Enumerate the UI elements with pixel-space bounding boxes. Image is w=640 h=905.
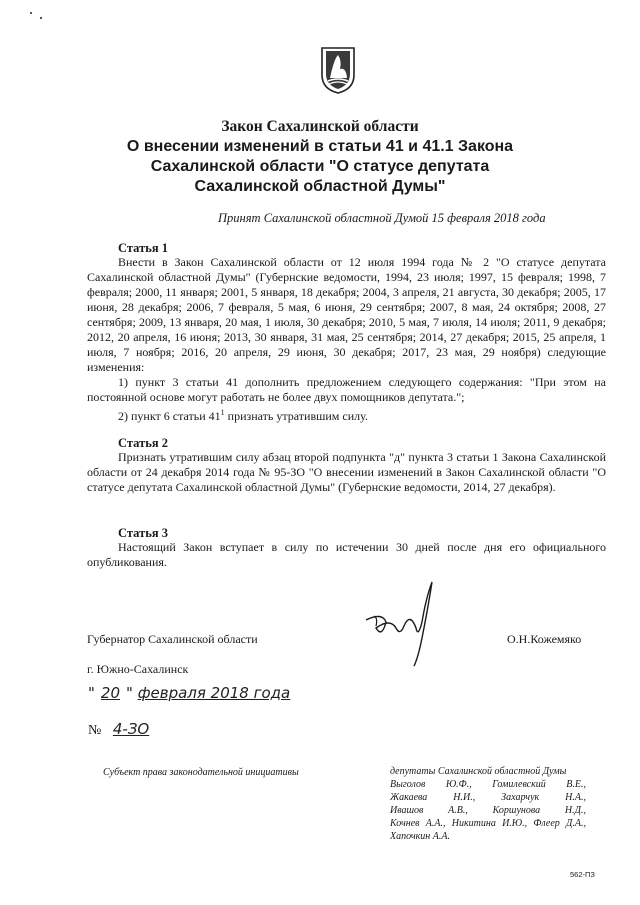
deputies-row: Жакаева Н.И., Захарчук Н.А.,	[390, 792, 586, 803]
initiative-label: Субъект права законодательной инициативы	[103, 767, 299, 778]
article-3-text: Настоящий Закон вступает в силу по истечении 30 дней после дня его официального опубликования.	[87, 540, 606, 569]
date-quote: "	[88, 684, 95, 702]
article-2-text: Признать утратившим силу абзац второй подпункта "д" пункта 3 статьи 1 Закона Сахалинской области от 24 декабря 2014 года № 95-ЗО "О внесении изменений в Закон Сахалинской области "О статусе депутата Сахалинской областной Думы" (Губернские ведомости, 2014, 27 декабря).	[87, 450, 606, 494]
scan-speck	[30, 12, 32, 14]
number-value: 4-ЗО	[112, 720, 150, 738]
date-month-year: февраля 2018 года	[137, 684, 291, 702]
item-2-text-end: признать утратившим силу.	[224, 409, 368, 423]
article-2-heading: Статья 2	[118, 436, 168, 450]
governor-title: Губернатор Сахалинской области	[87, 632, 258, 646]
deputies-row: Кочнев А.А., Никитина И.Ю., Флеер Д.А.,	[390, 818, 586, 829]
deputies-row: Выголов Ю.Ф., Гомилевский В.Е.,	[390, 779, 586, 790]
law-subject-line: Сахалинской областной Думы"	[194, 178, 446, 195]
item-2-superscript: 1	[220, 408, 225, 417]
deputies-row: Ивашов А.В., Коршунова Н.Д.,	[390, 805, 586, 816]
law-subject	[0, 137, 640, 197]
article-3-heading: Статья 3	[118, 526, 168, 540]
item-2-text: 2) пункт 6 статьи 41	[118, 409, 221, 423]
coat-of-arms-icon	[318, 45, 358, 95]
handwritten-date	[88, 684, 290, 702]
accepted-note: Принят Сахалинской областной Думой 15 февраля 2018 года	[218, 211, 546, 225]
deputies-row: Хапочкин А.А.	[390, 831, 450, 842]
date-quote: "	[126, 684, 133, 702]
number-sign: №	[88, 723, 102, 738]
handwritten-signature	[360, 578, 450, 668]
law-subject-line: Сахалинской области "О статусе депутата	[150, 158, 490, 175]
article-1-heading: Статья 1	[118, 241, 168, 255]
document-code: 562-ПЗ	[570, 870, 595, 879]
city: г. Южно-Сахалинск	[87, 662, 189, 676]
law-number	[88, 720, 149, 739]
law-subject-line: О внесении изменений в статьи 41 и 41.1 Закона	[126, 138, 514, 155]
article-1-intro: Внести в Закон Сахалинской области от 12 июля 1994 года № 2 "О статусе депутата Сахалинской областной Думы" (Губернские ведомости, 1994, 23 июля; 1997, 15 февраля; 1998, 7 февраля; 2000, 11 января; 2001, 5 января, 18 декабря; 2004, 3 апреля, 21 августа, 30 декабря; 2005, 17 июня, 28 декабря; 2006, 7 февраля, 5 мая, 6 июня, 29 сентября; 2007, 8 мая, 24 октября; 2008, 27 сентября; 2009, 13 января, 20 мая, 1 июля, 30 декабря; 2010, 5 мая, 7 июля, 14 июля; 2011, 9 декабря; 2012, 20 апреля, 16 июня; 2013, 30 января, 31 мая, 25 сентября; 2014, 27 декабря; 2015, 25 апреля, 1 июля, 7 ноября; 2016, 20 апреля, 29 июня, 30 декабря; 2017, 23 мая, 29 ноября) следующие изменения:	[87, 255, 606, 374]
law-title: Закон Сахалинской области	[221, 118, 419, 135]
article-1-item-2	[87, 405, 606, 424]
deputies-heading: депутаты Сахалинской областной Думы	[390, 766, 567, 777]
scan-speck	[40, 17, 42, 19]
governor-name: О.Н.Кожемяко	[507, 632, 582, 646]
date-day: 20	[100, 684, 120, 702]
article-1-item-1: 1) пункт 3 статьи 41 дополнить предложением следующего содержания: "При этом на постоянной основе могут работать не более двух помощников депутата.";	[87, 375, 606, 404]
